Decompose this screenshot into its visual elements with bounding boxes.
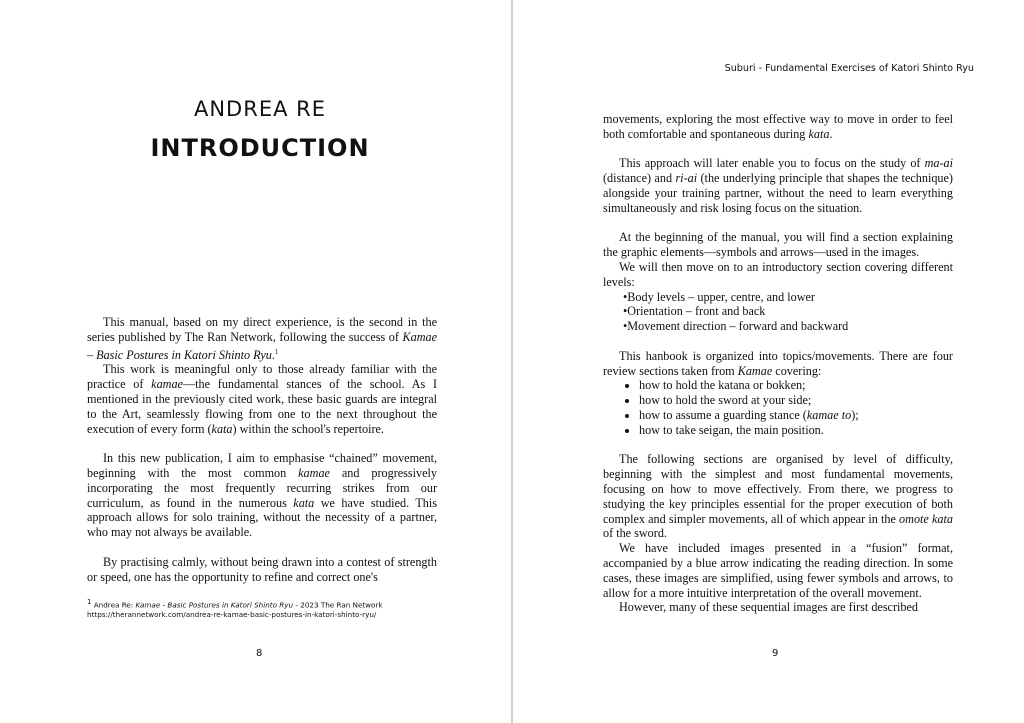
list-item: • Movement direction – forward and backward (623, 319, 953, 334)
list-item: • how to hold the katana or bokken; (639, 378, 953, 393)
footnote-link[interactable]: https://therannetwork.com/andrea-re-kamae-basic-postures-in-katori-shinto-ryu/ (87, 610, 377, 620)
right-page (514, 0, 1024, 723)
paragraph-ma-ai: This approach will later enable you to focus on the study of ma-ai (distance) and ri-ai (the underlying principle that shapes the technique) alongside your training partner, without the need to learn everything simultaneously and risk losing focus on the situation. (603, 156, 954, 215)
continued-paragraph: movements, exploring the most effective way to move in order to feel both comfortable and spontaneous during kata. (603, 112, 953, 141)
list-item: • how to hold the sword at your side; (639, 393, 953, 408)
paragraph-fusion: We have included images presented in a “fusion” format, accompanied by a blue arrow indicating the reading direction. In some cases, these images are simplified, using fewer symbols and arrows, to allow for a more intuitive interpretation of the overall movement. (603, 541, 953, 600)
page-number-left: 8 (256, 648, 263, 659)
review-list (603, 378, 953, 437)
running-header: Suburi - Fundamental Exercises of Katori Shinto Ryu (724, 63, 974, 74)
list-item: • Orientation – front and back (623, 304, 953, 319)
list-item: • how to take seigan, the main position. (639, 423, 953, 438)
paragraph-3: In this new publication, I aim to emphasise “chained” movement, beginning with the most common kamae and progressively incorporating the most frequently recurring strikes from our curriculum, as found in the numerous kata we have studied. This approach allows for solo training, without the necessity of a partner, who may not always be available. (87, 451, 438, 540)
author-name: ANDREA RE (193, 97, 326, 121)
paragraph-topics: This hanbook is organized into topics/movements. There are four review sections taken from Kamae covering: (603, 348, 953, 378)
page-divider (511, 0, 513, 723)
footnote: $^1$ Andrea Re: Kamae - Basic Postures in Katori Shinto Ryu - 2023 The Ran Network https://therannetwork.com/andrea-re-kamae-basic-postures-in-katori-shinto-ryu/ (87, 597, 457, 620)
paragraph-graphics: At the beginning of the manual, you will find a section explaining the graphic elements—symbols and arrows—used in the images. (603, 230, 953, 260)
footnote-ref: 1 (274, 347, 279, 356)
paragraph-1: This manual, based on my direct experience, is the second in the series published by The Ran Network, following the success of Kamae – Basic Postures in Katori Shinto Ryu.$^1$ (87, 315, 437, 362)
paragraph-levels: We will then move on to an introductory section covering different levels: (603, 259, 953, 289)
paragraph-sections: The following sections are organised by level of difficulty, beginning with the simplest and most fundamental movements, focusing on how to move effectively. From there, we progress to studying the key principles essential for the proper execution of both complex and simpler movements, all of which appear in the omote kata of the sword. (603, 452, 953, 541)
list-item: • Body levels – upper, centre, and lower (623, 290, 953, 305)
paragraph-4: By practising calmly, without being drawn into a contest of strength or speed, one has the opportunity to refine and correct one's (87, 554, 437, 584)
list-item: • how to assume a guarding stance (kamae to); (639, 408, 953, 423)
right-body-text (603, 112, 953, 615)
paragraph-2: This work is meaningful only to those already familiar with the practice of kamae—the fundamental stances of the school. As I mentioned in the previously cited work, these basic guards are integral to the Art, seamlessly flowing from one to the next throughout the execution of every form (kata) within the school's repertoire. (87, 362, 437, 436)
paragraph-sequential: However, many of these sequential images are first described (619, 600, 919, 615)
left-body-text (87, 315, 437, 584)
page-number-right: 9 (772, 648, 779, 659)
chapter-title: INTRODUCTION (150, 134, 370, 162)
levels-list (603, 290, 953, 334)
